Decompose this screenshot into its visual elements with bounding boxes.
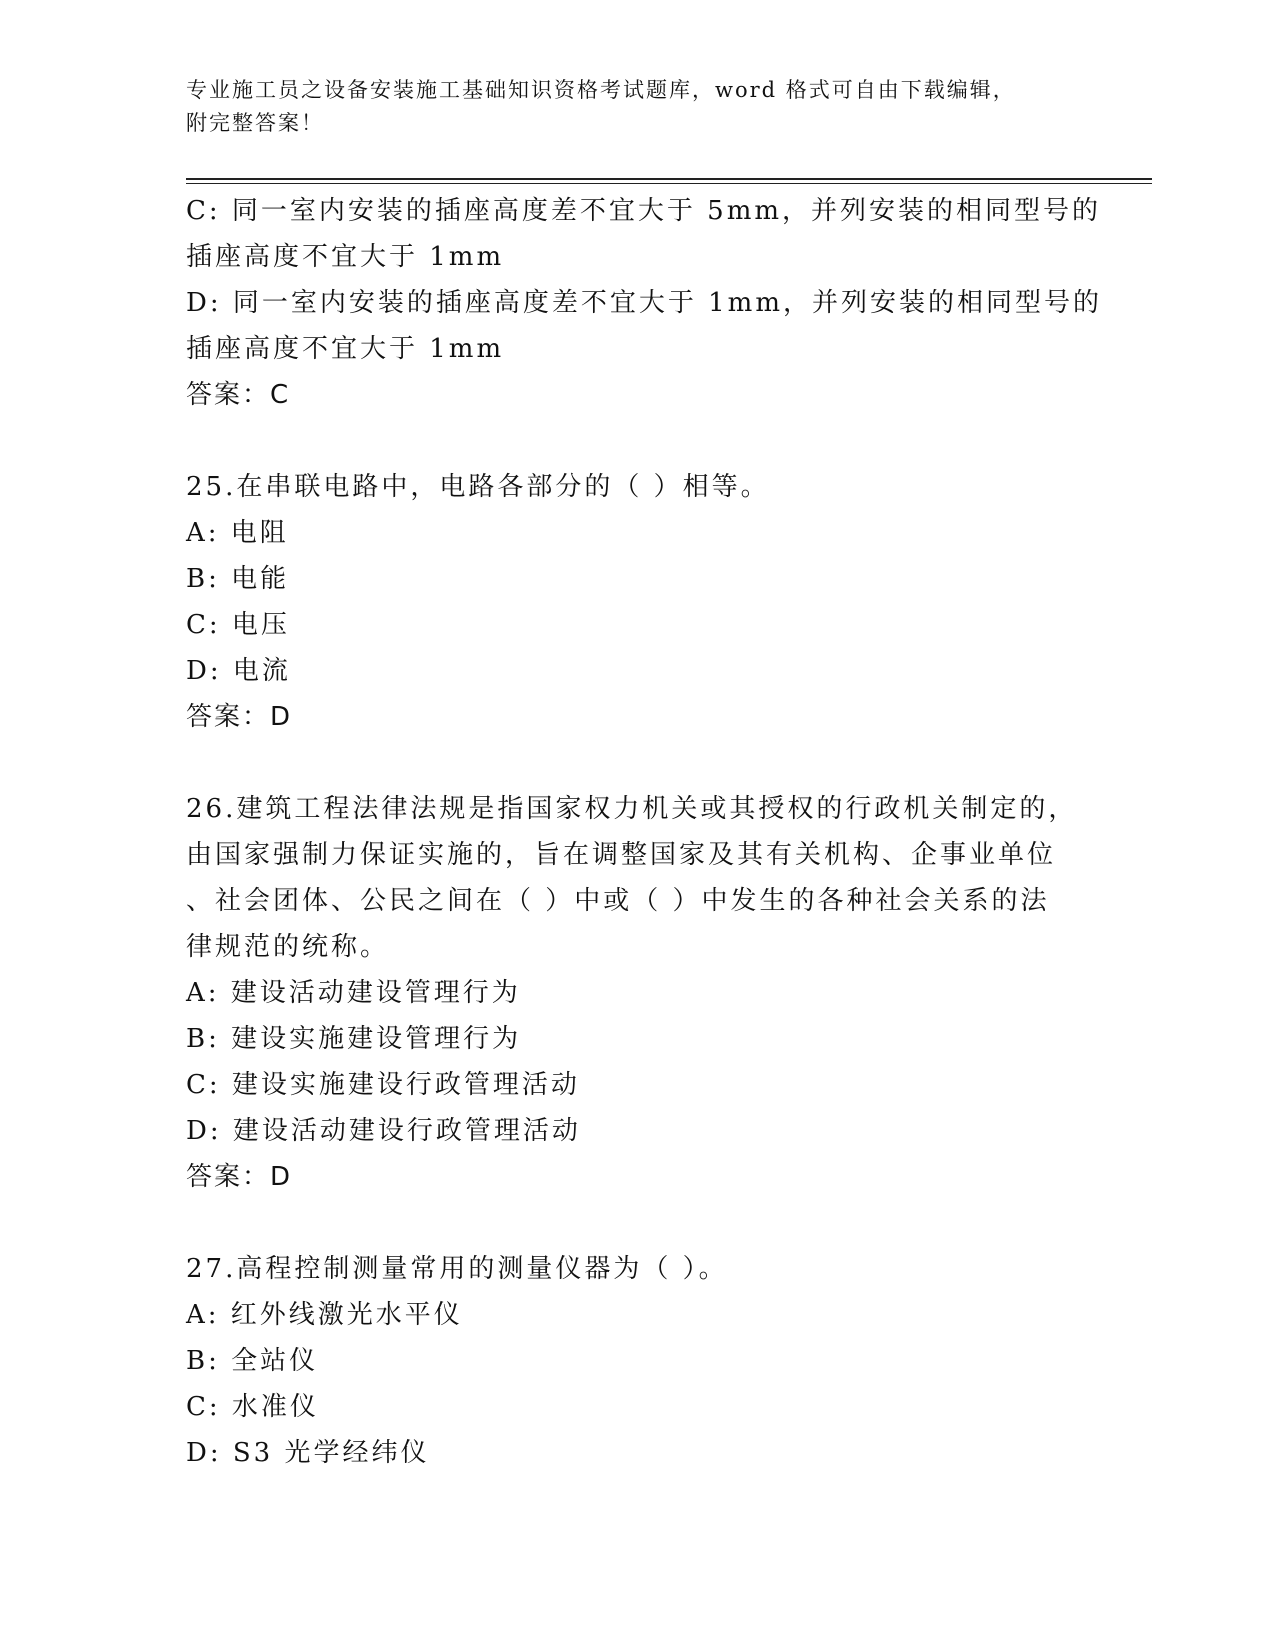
header-line-1: 专业施工员之设备安装施工基础知识资格考试题库，word 格式可自由下载编辑， — [186, 78, 1016, 102]
question-text-line-4: 律规范的统称。 — [186, 932, 390, 962]
option-c: C: 水准仪 — [186, 1392, 319, 1422]
answer-text: 答案：D — [186, 702, 293, 732]
option-d: D: 电流 — [186, 656, 291, 686]
question-25 — [186, 464, 1086, 740]
question-text: 25.在串联电路中，电路各部分的（ ）相等。 — [186, 472, 770, 502]
question-26 — [186, 786, 1086, 1200]
option-a: A: 建设活动建设管理行为 — [186, 978, 521, 1008]
header-divider-top — [186, 178, 1152, 180]
option-d-line-2: 插座高度不宜大于 1mm — [186, 334, 505, 364]
question-24-tail — [186, 188, 1102, 418]
option-b: B: 建设实施建设管理行为 — [186, 1024, 522, 1054]
answer-text: 答案：C — [186, 380, 291, 410]
header-divider-bottom — [186, 183, 1152, 184]
option-a: A: 红外线激光水平仪 — [186, 1300, 463, 1330]
question-text-line-2: 由国家强制力保证实施的，旨在调整国家及其有关机构、企事业单位 — [186, 840, 1057, 870]
option-c: C: 建设实施建设行政管理活动 — [186, 1070, 580, 1100]
option-d: D: S3 光学经纬仪 — [186, 1438, 430, 1468]
option-d: D: 建设活动建设行政管理活动 — [186, 1116, 581, 1146]
option-b: B: 全站仪 — [186, 1346, 319, 1376]
option-c-line-1: C: 同一室内安装的插座高度差不宜大于 5mm，并列安装的相同型号的 — [186, 196, 1102, 226]
question-content — [186, 188, 1102, 1476]
question-text: 27.高程控制测量常用的测量仪器为（ ）。 — [186, 1254, 728, 1284]
option-c-line-2: 插座高度不宜大于 1mm — [186, 242, 505, 272]
answer-text: 答案：D — [186, 1162, 293, 1192]
header-line-2: 附完整答案！ — [186, 111, 324, 135]
spacer — [186, 1200, 1086, 1246]
question-text-line-3: 、社会团体、公民之间在（ ）中或（ ）中发生的各种社会关系的法 — [186, 886, 1050, 916]
spacer — [186, 740, 1086, 786]
option-b: B: 电能 — [186, 564, 290, 594]
option-d-line-1: D: 同一室内安装的插座高度差不宜大于 1mm，并列安装的相同型号的 — [186, 288, 1102, 318]
option-a: A: 电阻 — [186, 518, 289, 548]
question-27 — [186, 1246, 1086, 1476]
question-text-line-1: 26.建筑工程法律法规是指国家权力机关或其授权的行政机关制定的， — [186, 794, 1078, 824]
document-header — [186, 74, 1086, 140]
spacer — [186, 418, 1086, 464]
option-c: C: 电压 — [186, 610, 290, 640]
